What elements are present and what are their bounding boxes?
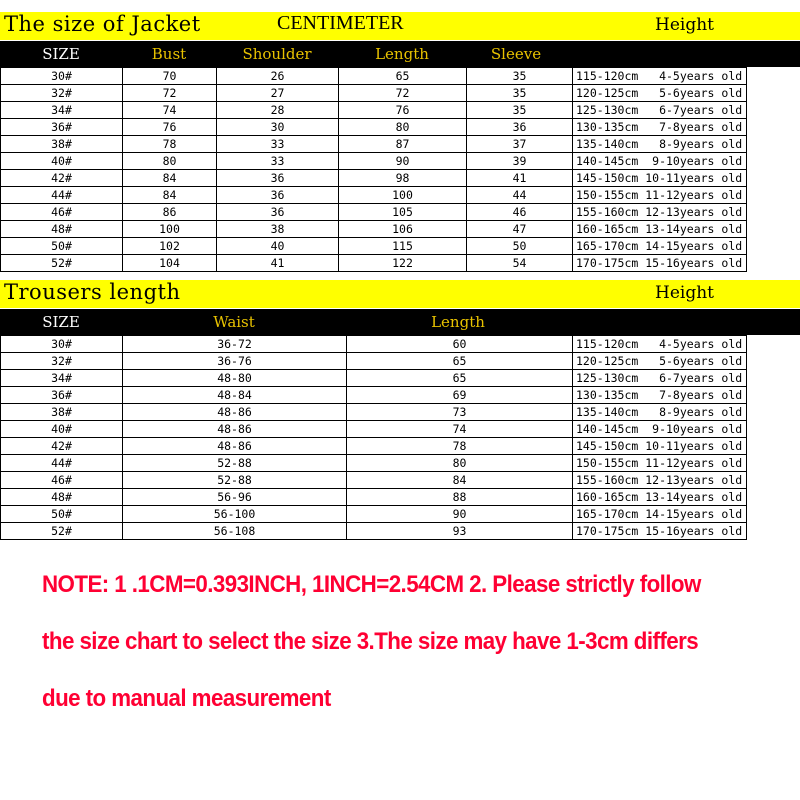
table-cell: 56-100 (123, 506, 347, 523)
table-cell: 44# (1, 187, 123, 204)
table-cell: 30# (1, 68, 123, 85)
height-cell: 155-160cm 12-13years old (573, 204, 747, 221)
header-shoulder: Shoulder (242, 45, 312, 63)
table-cell: 35 (467, 68, 573, 85)
table-cell: 50# (1, 238, 123, 255)
table-cell: 26 (217, 68, 339, 85)
table-row (1, 455, 747, 472)
table-cell: 84 (123, 187, 217, 204)
jacket-title: The size of Jacket (4, 12, 201, 36)
header-size: SIZE (42, 45, 80, 63)
trousers-header-row (0, 309, 800, 335)
height-cell: 155-160cm 12-13years old (573, 472, 747, 489)
header-sleeve: Sleeve (490, 45, 542, 63)
height-cell: 160-165cm 13-14years old (573, 221, 747, 238)
height-cell: 165-170cm 14-15years old (573, 238, 747, 255)
table-cell: 50 (467, 238, 573, 255)
table-cell: 100 (339, 187, 467, 204)
height-cell: 140-145cm 9-10years old (573, 421, 747, 438)
table-cell: 41 (467, 170, 573, 187)
table-cell: 100 (123, 221, 217, 238)
table-cell: 78 (347, 438, 573, 455)
table-row (1, 68, 747, 85)
note-text: NOTE: 1 .1CM=0.393INCH, 1INCH=2.54CM 2. Please strictly follow the size chart to select the size 3.The size may have 1-3cm differs due to manual measurement (42, 571, 701, 712)
table-cell: 98 (339, 170, 467, 187)
height-cell: 150-155cm 11-12years old (573, 455, 747, 472)
table-cell: 36 (467, 119, 573, 136)
table-cell: 41 (217, 255, 339, 272)
table-cell: 34# (1, 102, 123, 119)
table-cell: 74 (347, 421, 573, 438)
table-cell: 36# (1, 119, 123, 136)
table-cell: 90 (339, 153, 467, 170)
table-row (1, 353, 747, 370)
table-row (1, 404, 747, 421)
height-cell: 135-140cm 8-9years old (573, 404, 747, 421)
table-cell: 46 (467, 204, 573, 221)
height-cell: 170-175cm 15-16years old (573, 523, 747, 540)
table-cell: 48# (1, 221, 123, 238)
table-row (1, 221, 747, 238)
table-cell: 38# (1, 136, 123, 153)
table-cell: 48-86 (123, 438, 347, 455)
trousers-height-label: Height (655, 283, 714, 303)
table-cell: 42# (1, 170, 123, 187)
table-cell: 50# (1, 506, 123, 523)
table-cell: 70 (123, 68, 217, 85)
table-cell: 44# (1, 455, 123, 472)
trousers-size-table (0, 335, 747, 540)
table-cell: 87 (339, 136, 467, 153)
table-cell: 105 (339, 204, 467, 221)
table-cell: 36 (217, 187, 339, 204)
table-cell: 84 (123, 170, 217, 187)
table-row (1, 370, 747, 387)
height-cell: 130-135cm 7-8years old (573, 119, 747, 136)
jacket-header-row (0, 41, 800, 67)
table-cell: 84 (347, 472, 573, 489)
header-size: SIZE (42, 313, 80, 331)
table-row (1, 387, 747, 404)
table-row (1, 136, 747, 153)
height-cell: 130-135cm 7-8years old (573, 387, 747, 404)
height-cell: 140-145cm 9-10years old (573, 153, 747, 170)
table-cell: 106 (339, 221, 467, 238)
table-row (1, 170, 747, 187)
height-cell: 160-165cm 13-14years old (573, 489, 747, 506)
table-cell: 88 (347, 489, 573, 506)
height-cell: 145-150cm 10-11years old (573, 438, 747, 455)
table-row (1, 255, 747, 272)
table-cell: 48# (1, 489, 123, 506)
table-cell: 36# (1, 387, 123, 404)
table-row (1, 489, 747, 506)
table-row (1, 204, 747, 221)
table-cell: 80 (339, 119, 467, 136)
table-row (1, 238, 747, 255)
table-row (1, 187, 747, 204)
table-cell: 30 (217, 119, 339, 136)
table-cell: 69 (347, 387, 573, 404)
table-cell: 40# (1, 153, 123, 170)
table-cell: 40# (1, 421, 123, 438)
height-cell: 125-130cm 6-7years old (573, 370, 747, 387)
table-cell: 122 (339, 255, 467, 272)
table-cell: 73 (347, 404, 573, 421)
table-cell: 48-80 (123, 370, 347, 387)
table-row (1, 85, 747, 102)
table-cell: 36-72 (123, 336, 347, 353)
table-cell: 65 (347, 353, 573, 370)
table-row (1, 523, 747, 540)
table-cell: 115 (339, 238, 467, 255)
header-length: Length (375, 45, 429, 63)
table-cell: 42# (1, 438, 123, 455)
table-cell: 80 (347, 455, 573, 472)
table-cell: 74 (123, 102, 217, 119)
table-cell: 76 (123, 119, 217, 136)
table-cell: 38# (1, 404, 123, 421)
table-row (1, 421, 747, 438)
jacket-height-label: Height (655, 15, 714, 35)
table-cell: 46# (1, 204, 123, 221)
trousers-title-bar (0, 280, 800, 308)
table-cell: 93 (347, 523, 573, 540)
table-cell: 46# (1, 472, 123, 489)
table-row (1, 102, 747, 119)
table-cell: 52# (1, 255, 123, 272)
table-cell: 30# (1, 336, 123, 353)
table-cell: 72 (123, 85, 217, 102)
header-length: Length (431, 313, 485, 331)
table-row (1, 119, 747, 136)
table-cell: 48-84 (123, 387, 347, 404)
table-cell: 104 (123, 255, 217, 272)
trousers-title: Trousers length (4, 280, 181, 304)
table-cell: 76 (339, 102, 467, 119)
table-cell: 56-96 (123, 489, 347, 506)
table-cell: 60 (347, 336, 573, 353)
height-cell: 170-175cm 15-16years old (573, 255, 747, 272)
height-cell: 125-130cm 6-7years old (573, 102, 747, 119)
table-cell: 54 (467, 255, 573, 272)
table-cell: 36-76 (123, 353, 347, 370)
table-cell: 86 (123, 204, 217, 221)
table-cell: 48-86 (123, 421, 347, 438)
height-cell: 135-140cm 8-9years old (573, 136, 747, 153)
table-cell: 27 (217, 85, 339, 102)
height-cell: 120-125cm 5-6years old (573, 353, 747, 370)
table-cell: 48-86 (123, 404, 347, 421)
table-cell: 90 (347, 506, 573, 523)
jacket-size-table (0, 67, 747, 272)
table-cell: 38 (217, 221, 339, 238)
height-cell: 145-150cm 10-11years old (573, 170, 747, 187)
table-cell: 52# (1, 523, 123, 540)
table-row (1, 506, 747, 523)
header-bust: Bust (151, 45, 187, 63)
height-cell: 150-155cm 11-12years old (573, 187, 747, 204)
table-row (1, 438, 747, 455)
table-cell: 28 (217, 102, 339, 119)
table-cell: 35 (467, 102, 573, 119)
table-cell: 33 (217, 136, 339, 153)
table-cell: 52-88 (123, 455, 347, 472)
table-cell: 34# (1, 370, 123, 387)
table-cell: 36 (217, 204, 339, 221)
table-cell: 37 (467, 136, 573, 153)
jacket-title-bar (0, 12, 800, 40)
table-cell: 65 (339, 68, 467, 85)
table-cell: 102 (123, 238, 217, 255)
table-row (1, 153, 747, 170)
height-cell: 165-170cm 14-15years old (573, 506, 747, 523)
table-cell: 33 (217, 153, 339, 170)
table-cell: 65 (347, 370, 573, 387)
table-cell: 39 (467, 153, 573, 170)
table-cell: 47 (467, 221, 573, 238)
table-cell: 56-108 (123, 523, 347, 540)
unit-label: CENTIMETER (277, 12, 404, 34)
table-cell: 44 (467, 187, 573, 204)
table-cell: 72 (339, 85, 467, 102)
table-row (1, 336, 747, 353)
table-cell: 80 (123, 153, 217, 170)
table-cell: 52-88 (123, 472, 347, 489)
table-row (1, 472, 747, 489)
table-cell: 32# (1, 353, 123, 370)
height-cell: 115-120cm 4-5years old (573, 336, 747, 353)
table-cell: 35 (467, 85, 573, 102)
header-waist: Waist (213, 313, 255, 331)
height-cell: 120-125cm 5-6years old (573, 85, 747, 102)
table-cell: 40 (217, 238, 339, 255)
height-cell: 115-120cm 4-5years old (573, 68, 747, 85)
table-cell: 32# (1, 85, 123, 102)
table-cell: 36 (217, 170, 339, 187)
table-cell: 78 (123, 136, 217, 153)
